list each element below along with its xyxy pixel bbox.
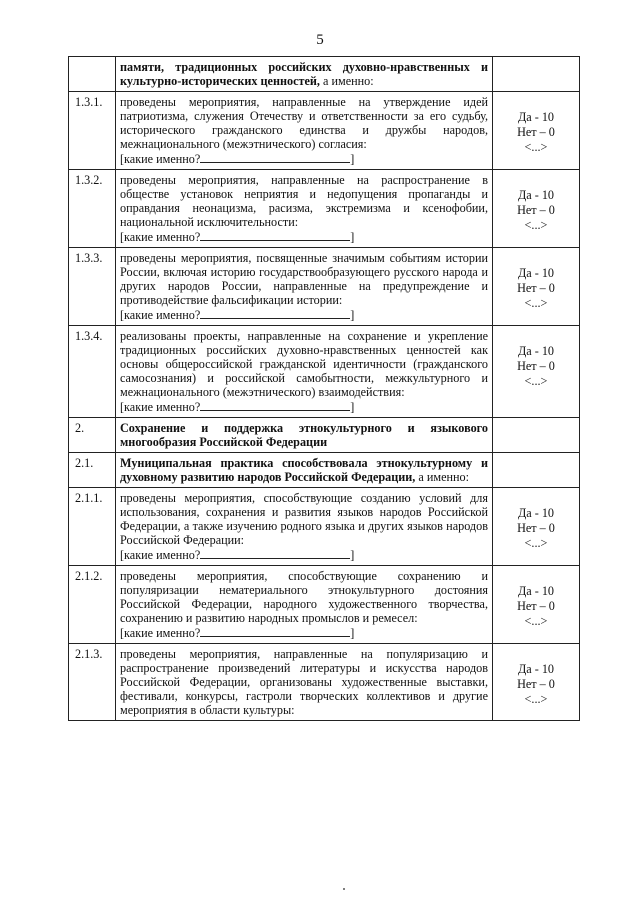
fill-in-line[interactable]	[200, 229, 350, 241]
row-text: проведены мероприятия, направленные на утверждение идей патриотизма, служения Отечеству и ответственности за его судьбу, исторического гражданского единства и дружбы народов, межнационального (межэтнического) согласия:	[120, 95, 488, 151]
row-text-cell	[116, 248, 493, 326]
row-text: проведены мероприятия, способствующие сохранению и популяризации нематериального этнокультурного достояния Российской Федерации, народного художественного творчества, сохранению и развитию народных промыслов и ремесел:	[120, 569, 488, 625]
answer-other[interactable]: <...>	[524, 296, 548, 310]
row-number: 2.	[69, 418, 116, 453]
fill-in-line[interactable]	[200, 151, 350, 163]
table-row	[69, 248, 580, 326]
which-ones-field[interactable]	[120, 547, 488, 562]
row-text-tail: а именно:	[319, 74, 374, 88]
which-ones-label: [какие именно?	[120, 626, 201, 640]
table-row	[69, 57, 580, 92]
answer-no[interactable]: Нет – 0	[517, 359, 555, 373]
table-row	[69, 453, 580, 488]
bracket-close: ]	[350, 548, 355, 562]
fill-in-line[interactable]	[200, 399, 350, 411]
fill-in-line[interactable]	[200, 307, 350, 319]
answer-yes[interactable]: Да - 10	[517, 584, 555, 598]
answer-cell	[493, 326, 580, 418]
row-text-cell	[116, 644, 493, 721]
page-number: 5	[316, 32, 324, 48]
which-ones-label: [какие именно?	[120, 400, 201, 414]
answer-cell	[493, 644, 580, 721]
answer-yes[interactable]: Да - 10	[517, 344, 555, 358]
answer-yes[interactable]: Да - 10	[517, 188, 555, 202]
which-ones-label: [какие именно?	[120, 152, 201, 166]
answer-yes[interactable]: Да - 10	[517, 662, 555, 676]
which-ones-field[interactable]	[120, 229, 488, 244]
row-text-cell	[116, 566, 493, 644]
row-text-cell	[116, 170, 493, 248]
answer-no[interactable]: Нет – 0	[517, 203, 555, 217]
bracket-close: ]	[350, 626, 355, 640]
answer-cell	[493, 418, 580, 453]
answer-other[interactable]: <...>	[524, 140, 548, 154]
which-ones-field[interactable]	[120, 307, 488, 322]
answer-no[interactable]: Нет – 0	[517, 125, 555, 139]
which-ones-field[interactable]	[120, 399, 488, 414]
row-text-cell	[116, 418, 493, 453]
table-row	[69, 92, 580, 170]
answer-yes[interactable]: Да - 10	[517, 506, 555, 520]
scan-speck	[343, 888, 345, 890]
row-text: проведены мероприятия, посвященные значимым событиям истории России, включая историю государствообразующего русского народа и других народов России, направленные на предупреждение и противодействие фальсификации истории:	[120, 251, 488, 307]
row-number: 2.1.3.	[69, 644, 116, 721]
answer-yes[interactable]: Да - 10	[517, 266, 555, 280]
row-text-cell	[116, 57, 493, 92]
row-number: 1.3.2.	[69, 170, 116, 248]
table-row	[69, 170, 580, 248]
bracket-close: ]	[350, 152, 355, 166]
answer-cell	[493, 248, 580, 326]
criteria-table	[68, 56, 580, 721]
row-number: 1.3.3.	[69, 248, 116, 326]
answer-no[interactable]: Нет – 0	[517, 677, 555, 691]
row-text: реализованы проекты, направленные на сохранение и укрепление традиционных российских духовно-нравственных ценностей как основы общероссийской гражданской идентичности (гражданского самосознания) и российской самобытности, межкультурного и межнационального (межэтнического) взаимодействия:	[120, 329, 488, 399]
bracket-close: ]	[350, 230, 355, 244]
answer-no[interactable]: Нет – 0	[517, 281, 555, 295]
answer-other[interactable]: <...>	[524, 692, 548, 706]
row-text: памяти, традиционных российских духовно-нравственных и культурно-исторических ценностей,	[120, 60, 488, 88]
answer-other[interactable]: <...>	[524, 614, 548, 628]
row-text: Сохранение и поддержка этнокультурного и языкового многообразия Российской Федерации	[120, 421, 488, 449]
table-row	[69, 488, 580, 566]
bracket-close: ]	[350, 308, 355, 322]
answer-other[interactable]: <...>	[524, 218, 548, 232]
row-text: проведены мероприятия, способствующие созданию условий для использования, сохранения и развития языков народов Российской Федерации, а также изучению родного языка и других языков народов Российской Федерации:	[120, 491, 488, 547]
which-ones-label: [какие именно?	[120, 548, 201, 562]
row-text: проведены мероприятия, направленные на популяризацию и распространение произведений литературы и искусства народов Российской Федерации, организованы художественные выставки, фестивали, конкурсы, гастроли творческих коллективов и другие мероприятия в области культуры:	[120, 647, 488, 717]
row-text: Муниципальная практика способствовала этнокультурному и духовному развитию народов Российской Федерации,	[120, 456, 488, 484]
answer-cell	[493, 57, 580, 92]
row-text-cell	[116, 488, 493, 566]
table-row	[69, 566, 580, 644]
table-row	[69, 326, 580, 418]
row-number: 1.3.4.	[69, 326, 116, 418]
which-ones-field[interactable]	[120, 151, 488, 166]
answer-other[interactable]: <...>	[524, 374, 548, 388]
row-text-tail: а именно:	[415, 470, 470, 484]
answer-cell	[493, 488, 580, 566]
answer-cell	[493, 453, 580, 488]
answer-cell	[493, 566, 580, 644]
answer-cell	[493, 170, 580, 248]
row-number: 2.1.2.	[69, 566, 116, 644]
answer-other[interactable]: <...>	[524, 536, 548, 550]
row-number: 2.1.1.	[69, 488, 116, 566]
row-text: проведены мероприятия, направленные на распространение в обществе установок неприятия и недопущения пропаганды и оправдания неонацизма, расизма, экстремизма и ксенофобии, национальной исключительности:	[120, 173, 488, 229]
fill-in-line[interactable]	[200, 625, 350, 637]
answer-no[interactable]: Нет – 0	[517, 521, 555, 535]
row-text-cell	[116, 453, 493, 488]
row-text-cell	[116, 92, 493, 170]
row-number	[69, 57, 116, 92]
bracket-close: ]	[350, 400, 355, 414]
which-ones-label: [какие именно?	[120, 308, 201, 322]
which-ones-label: [какие именно?	[120, 230, 201, 244]
criteria-rows	[69, 57, 580, 721]
answer-cell	[493, 92, 580, 170]
row-number: 1.3.1.	[69, 92, 116, 170]
fill-in-line[interactable]	[200, 547, 350, 559]
row-number: 2.1.	[69, 453, 116, 488]
table-row	[69, 644, 580, 721]
table-row	[69, 418, 580, 453]
which-ones-field[interactable]	[120, 625, 488, 640]
row-text-cell	[116, 326, 493, 418]
answer-no[interactable]: Нет – 0	[517, 599, 555, 613]
answer-yes[interactable]: Да - 10	[517, 110, 555, 124]
